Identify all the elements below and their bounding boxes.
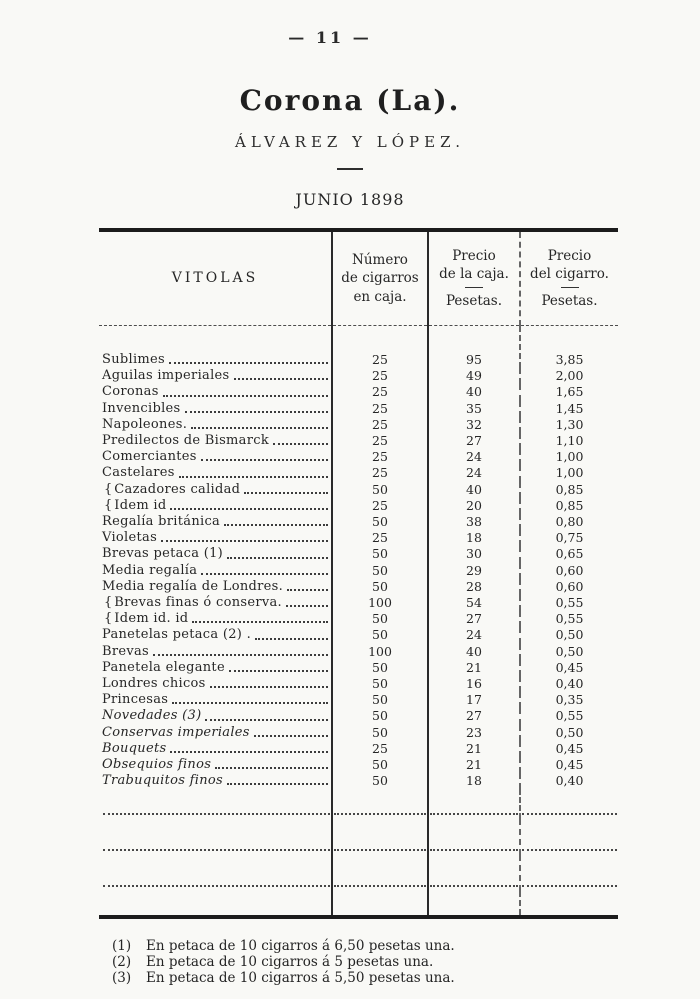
vitola-cell <box>99 757 332 773</box>
dot-leader <box>161 540 328 542</box>
empty-cell <box>332 855 428 891</box>
vitola-name: Obsequios finos <box>102 757 212 773</box>
vitola-wrap <box>102 482 331 498</box>
vitola-name: Brevas <box>102 643 150 659</box>
dot-leader <box>191 427 328 429</box>
cigar-count-cell: 25 <box>332 449 428 465</box>
table-row <box>99 579 618 595</box>
vitola-cell <box>99 741 332 757</box>
empty-cell <box>520 855 618 891</box>
vitola-name: Panetelas petaca (2) . <box>102 627 252 643</box>
box-price-cell: 21 <box>428 757 520 773</box>
cigar-price-cell: 0,40 <box>520 676 618 692</box>
vitola-cell <box>99 725 332 741</box>
empty-cell <box>332 789 428 819</box>
dot-leader <box>286 605 328 607</box>
vitola-wrap <box>102 563 331 579</box>
box-price-cell: 35 <box>428 401 520 417</box>
group-brace-icon: { <box>104 481 113 497</box>
vitola-cell <box>99 530 332 546</box>
empty-cell <box>99 789 332 819</box>
box-price-cell: 40 <box>428 482 520 498</box>
dot-leader <box>201 459 328 461</box>
header-dash <box>561 287 579 288</box>
header-row <box>99 230 618 326</box>
cigar-price-cell: 0,50 <box>520 627 618 643</box>
header-line: del cigarro. <box>530 266 609 283</box>
vitola-wrap <box>102 757 331 773</box>
empty-cell <box>520 789 618 819</box>
footnote-text: En petaca de 10 cigarros á 5,50 pesetas una. <box>146 970 455 986</box>
dot-leader <box>103 849 330 851</box>
dot-leader <box>201 573 328 575</box>
box-price-cell: 17 <box>428 692 520 708</box>
table-row <box>99 417 618 433</box>
vitola-cell <box>99 546 332 562</box>
dot-leader <box>215 767 328 769</box>
cigar-count-cell: 25 <box>332 384 428 400</box>
vitola-cell <box>99 676 332 692</box>
cigar-price-cell: 1,45 <box>520 401 618 417</box>
cigar-price-cell: 1,00 <box>520 449 618 465</box>
vitola-cell <box>99 644 332 660</box>
cigar-price-cell: 0,80 <box>520 514 618 530</box>
box-price-cell: 18 <box>428 530 520 546</box>
vitola-wrap <box>102 644 331 660</box>
cigar-count-cell: 25 <box>332 401 428 417</box>
empty-table-row <box>99 819 618 855</box>
dot-leader <box>185 411 328 413</box>
vitola-cell <box>99 595 332 611</box>
gap-cell <box>332 891 428 917</box>
cigar-price-cell: 0,55 <box>520 708 618 724</box>
page-number: — 11 — <box>288 28 372 47</box>
vitola-wrap <box>102 352 331 368</box>
table-header <box>99 230 618 326</box>
cigar-count-cell: 50 <box>332 482 428 498</box>
cigar-price-cell: 0,55 <box>520 611 618 627</box>
dot-leader <box>254 735 328 737</box>
footnote-ref: (2) <box>112 954 132 970</box>
dot-leader <box>244 492 328 494</box>
table-row <box>99 514 618 530</box>
publisher-name: ÁLVAREZ Y LÓPEZ. <box>235 133 465 151</box>
vitola-wrap <box>102 530 331 546</box>
cigar-price-cell: 0,45 <box>520 757 618 773</box>
header-line: Precio <box>547 248 592 265</box>
empty-table-row <box>99 789 618 819</box>
column-header-vitolas: VITOLAS <box>99 230 332 326</box>
vitola-name: Violetas <box>102 530 158 546</box>
footnote <box>112 938 592 954</box>
vitola-cell <box>99 401 332 417</box>
dot-leader <box>210 686 328 688</box>
vitola-cell <box>99 579 332 595</box>
vitola-name: Invencibles <box>102 400 181 416</box>
table-row <box>99 368 618 384</box>
column-header-cigar-count <box>332 230 428 326</box>
box-price-cell: 16 <box>428 676 520 692</box>
dot-leader <box>430 813 518 815</box>
table-row <box>99 773 618 789</box>
vitola-name: Cazadores calidad <box>114 481 241 497</box>
table-row <box>99 563 618 579</box>
cigar-count-cell: 25 <box>332 465 428 481</box>
column-header-box-price <box>428 230 520 326</box>
dot-leader <box>192 621 328 623</box>
header-dash <box>465 287 483 288</box>
vitola-cell <box>99 417 332 433</box>
header-unit: Pesetas. <box>541 292 598 309</box>
vitola-wrap <box>102 465 331 481</box>
group-brace-icon: { <box>104 497 113 513</box>
vitola-wrap <box>102 546 331 562</box>
cigar-count-cell: 25 <box>332 433 428 449</box>
vitola-wrap <box>102 417 331 433</box>
footnote-ref: (1) <box>112 938 132 954</box>
table-row <box>99 449 618 465</box>
header-line: Número <box>352 252 408 269</box>
table-row <box>99 530 618 546</box>
empty-cell <box>428 855 520 891</box>
cigar-price-cell: 0,85 <box>520 498 618 514</box>
cigar-price-cell: 0,60 <box>520 563 618 579</box>
table-row <box>99 384 618 400</box>
cigar-count-cell: 25 <box>332 498 428 514</box>
vitola-cell <box>99 498 332 514</box>
cigar-count-cell: 50 <box>332 579 428 595</box>
vitola-wrap <box>102 660 331 676</box>
cigar-count-cell: 25 <box>332 417 428 433</box>
vitola-name: Comerciantes <box>102 449 197 465</box>
box-price-cell: 29 <box>428 563 520 579</box>
box-price-cell: 24 <box>428 465 520 481</box>
footnotes <box>112 938 592 986</box>
cigar-price-cell: 3,85 <box>520 326 618 369</box>
dot-leader <box>229 670 328 672</box>
dot-leader <box>334 849 426 851</box>
issue-date: JUNIO 1898 <box>295 190 405 209</box>
dot-leader <box>179 476 328 478</box>
vitola-cell <box>99 384 332 400</box>
cigar-count-cell: 25 <box>332 741 428 757</box>
cigar-price-cell: 1,30 <box>520 417 618 433</box>
dot-leader <box>170 751 328 753</box>
header-line: en caja. <box>353 288 407 305</box>
column-header-cigar-price <box>520 230 618 326</box>
vitola-wrap <box>102 433 331 449</box>
box-price-cell: 27 <box>428 611 520 627</box>
vitola-wrap <box>102 368 331 384</box>
dot-leader <box>172 702 328 704</box>
vitola-name: Coronas <box>102 384 159 400</box>
empty-table-row <box>99 855 618 891</box>
table-row <box>99 757 618 773</box>
dot-leader <box>205 719 328 721</box>
table-row <box>99 741 618 757</box>
table-row <box>99 465 618 481</box>
cigar-price-cell: 0,85 <box>520 482 618 498</box>
cigar-price-cell: 2,00 <box>520 368 618 384</box>
box-price-cell: 27 <box>428 708 520 724</box>
header-line: Precio <box>452 248 496 265</box>
box-price-cell: 40 <box>428 644 520 660</box>
cigar-count-cell: 50 <box>332 660 428 676</box>
vitola-cell <box>99 660 332 676</box>
vitola-name: Media regalía <box>102 562 198 578</box>
cigar-price-cell: 0,60 <box>520 579 618 595</box>
box-price-cell: 54 <box>428 595 520 611</box>
vitola-name: Londres chicos <box>102 676 206 692</box>
box-price-cell: 23 <box>428 725 520 741</box>
vitola-wrap <box>102 498 331 514</box>
cigar-count-cell: 100 <box>332 595 428 611</box>
vitola-wrap <box>102 741 331 757</box>
vitola-wrap <box>102 676 331 692</box>
cigar-count-cell: 25 <box>332 368 428 384</box>
header-unit: Pesetas. <box>445 292 503 309</box>
table-row <box>99 595 618 611</box>
gap-cell <box>99 891 332 917</box>
vitola-wrap <box>102 595 331 611</box>
cigar-price-cell: 1,00 <box>520 465 618 481</box>
vitola-cell <box>99 368 332 384</box>
vitola-cell <box>99 773 332 789</box>
cigar-price-cell: 1,10 <box>520 433 618 449</box>
table-row <box>99 326 618 369</box>
box-price-cell: 24 <box>428 449 520 465</box>
cigar-price-cell: 0,50 <box>520 725 618 741</box>
vitola-cell <box>99 708 332 724</box>
table-row <box>99 708 618 724</box>
empty-cell <box>332 819 428 855</box>
cigar-price-cell: 1,65 <box>520 384 618 400</box>
dot-leader <box>224 524 328 526</box>
vitola-name: Trabuquitos finos <box>102 773 223 789</box>
vitola-name: Conservas imperiales <box>102 724 250 740</box>
dot-leader <box>287 589 328 591</box>
table-row <box>99 660 618 676</box>
empty-cell <box>428 819 520 855</box>
box-price-cell: 38 <box>428 514 520 530</box>
dot-leader <box>103 885 330 887</box>
dot-leader <box>170 508 328 510</box>
box-price-cell: 21 <box>428 660 520 676</box>
table-row <box>99 627 618 643</box>
vitola-name: Panetela elegante <box>102 659 225 675</box>
gap-cell <box>428 891 520 917</box>
table-row <box>99 482 618 498</box>
vitola-cell <box>99 482 332 498</box>
table-row <box>99 676 618 692</box>
page-title: Corona (La). <box>239 84 461 117</box>
footnote-text: En petaca de 10 cigarros á 5 pesetas una. <box>146 954 434 970</box>
cigar-count-cell: 50 <box>332 611 428 627</box>
cigar-count-cell: 50 <box>332 773 428 789</box>
vitola-wrap <box>102 725 331 741</box>
table-row <box>99 546 618 562</box>
vitola-cell <box>99 563 332 579</box>
table-row <box>99 498 618 514</box>
dot-leader <box>169 362 328 364</box>
box-price-cell: 27 <box>428 433 520 449</box>
cigar-price-cell: 0,35 <box>520 692 618 708</box>
vitola-cell <box>99 449 332 465</box>
table-row <box>99 644 618 660</box>
cigar-count-cell: 50 <box>332 627 428 643</box>
dot-leader <box>227 783 328 785</box>
vitola-cell <box>99 514 332 530</box>
gap-cell <box>520 891 618 917</box>
cigar-price-cell: 0,50 <box>520 644 618 660</box>
cigar-count-cell: 50 <box>332 563 428 579</box>
vitola-name: Media regalía de Londres. <box>102 578 284 594</box>
dot-leader <box>430 849 518 851</box>
vitola-name: Napoleones. <box>102 416 188 432</box>
vitola-name: Idem id <box>114 497 167 513</box>
vitola-name: Predilectos de Bismarck <box>102 433 270 449</box>
vitola-wrap <box>102 692 331 708</box>
vitola-cell <box>99 692 332 708</box>
vitola-wrap <box>102 384 331 400</box>
vitola-name: Brevas petaca (1) <box>102 546 224 562</box>
box-price-cell: 40 <box>428 384 520 400</box>
dot-leader <box>273 443 328 445</box>
vitola-name: Aguilas imperiales <box>102 368 230 384</box>
vitola-wrap <box>102 773 331 789</box>
dot-leader <box>227 557 328 559</box>
dot-leader <box>153 654 328 656</box>
vitola-wrap <box>102 401 331 417</box>
cigar-price-cell: 0,45 <box>520 741 618 757</box>
empty-cell <box>99 819 332 855</box>
vitola-wrap <box>102 708 331 724</box>
box-price-cell: 20 <box>428 498 520 514</box>
vitola-cell <box>99 433 332 449</box>
vitola-name: Brevas finas ó conserva. <box>114 595 282 611</box>
empty-cell <box>520 819 618 855</box>
dot-leader <box>430 885 518 887</box>
cigar-count-cell: 25 <box>332 326 428 369</box>
box-price-cell: 32 <box>428 417 520 433</box>
footnote <box>112 954 592 970</box>
box-price-cell: 24 <box>428 627 520 643</box>
cigar-count-cell: 50 <box>332 725 428 741</box>
vitola-cell <box>99 611 332 627</box>
box-price-cell: 21 <box>428 741 520 757</box>
dot-leader <box>334 813 426 815</box>
dot-leader <box>522 885 617 887</box>
dot-leader <box>163 395 328 397</box>
vitola-wrap <box>102 627 331 643</box>
cigar-count-cell: 100 <box>332 644 428 660</box>
group-brace-icon: { <box>104 595 113 611</box>
empty-cell <box>428 789 520 819</box>
cigar-count-cell: 25 <box>332 530 428 546</box>
table-row <box>99 611 618 627</box>
vitola-wrap <box>102 514 331 530</box>
dot-leader <box>522 813 617 815</box>
dot-leader <box>334 885 426 887</box>
vitola-name: Castelares <box>102 465 175 481</box>
table-body <box>99 326 618 918</box>
cigar-count-cell: 50 <box>332 676 428 692</box>
box-price-cell: 95 <box>428 326 520 369</box>
dot-leader <box>103 813 330 815</box>
group-brace-icon: { <box>104 611 113 627</box>
vitola-wrap <box>102 449 331 465</box>
cigar-price-cell: 0,75 <box>520 530 618 546</box>
vitola-name: Bouquets <box>102 740 167 756</box>
cigar-count-cell: 50 <box>332 514 428 530</box>
box-price-cell: 18 <box>428 773 520 789</box>
cigar-price-cell: 0,65 <box>520 546 618 562</box>
box-price-cell: 49 <box>428 368 520 384</box>
vitola-wrap <box>102 611 331 627</box>
vitola-name: Princesas <box>102 692 169 708</box>
footnote <box>112 970 592 986</box>
vitola-name: Sublimes <box>102 352 166 367</box>
vitola-name: Novedades (3) <box>102 708 202 724</box>
header-line: de cigarros <box>341 270 419 287</box>
vitola-name: Regalía británica <box>102 514 221 530</box>
dot-leader <box>255 638 328 640</box>
cigar-count-cell: 50 <box>332 692 428 708</box>
dot-leader <box>234 378 329 380</box>
cigar-price-cell: 0,40 <box>520 773 618 789</box>
table-row <box>99 692 618 708</box>
table-row <box>99 433 618 449</box>
empty-cell <box>99 855 332 891</box>
footnote-ref: (3) <box>112 970 132 986</box>
box-price-cell: 30 <box>428 546 520 562</box>
box-price-cell: 28 <box>428 579 520 595</box>
price-table <box>99 228 618 919</box>
cigar-price-cell: 0,55 <box>520 595 618 611</box>
cigar-count-cell: 50 <box>332 708 428 724</box>
table-row <box>99 725 618 741</box>
vitola-cell <box>99 326 332 369</box>
gap-row <box>99 891 618 917</box>
cigar-count-cell: 50 <box>332 546 428 562</box>
cigar-count-cell: 50 <box>332 757 428 773</box>
vitola-name: Idem id. id <box>114 611 189 627</box>
footnote-text: En petaca de 10 cigarros á 6,50 pesetas una. <box>146 938 455 954</box>
vitola-cell <box>99 627 332 643</box>
header-line: de la caja. <box>439 266 509 283</box>
divider-rule <box>337 168 363 170</box>
table-row <box>99 401 618 417</box>
vitola-cell <box>99 465 332 481</box>
cigar-price-cell: 0,45 <box>520 660 618 676</box>
dot-leader <box>522 849 617 851</box>
vitola-wrap <box>102 579 331 595</box>
